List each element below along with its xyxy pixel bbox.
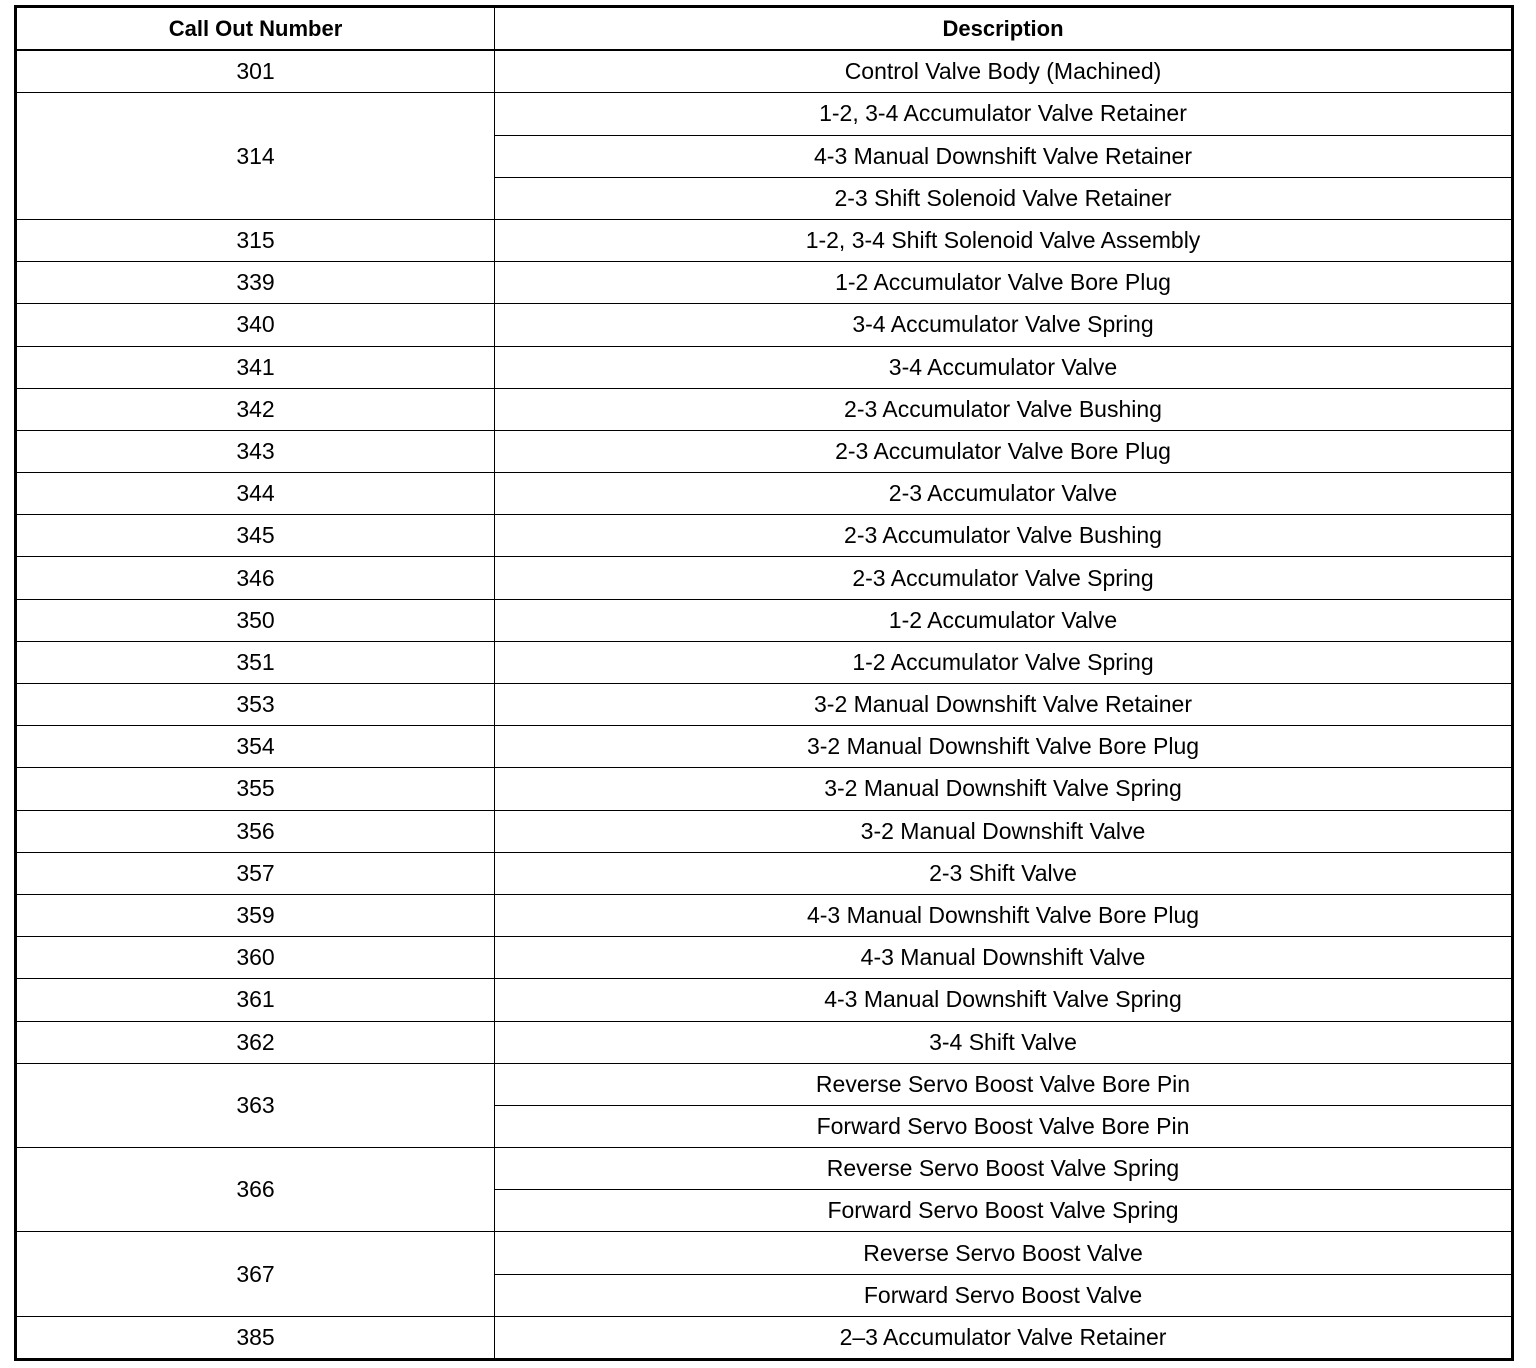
description-cell: 3-4 Accumulator Valve Spring <box>495 304 1513 346</box>
description-cell: 1-2 Accumulator Valve <box>495 599 1513 641</box>
call-out-number-cell: 342 <box>16 388 495 430</box>
call-out-number-cell: 344 <box>16 473 495 515</box>
description-cell: 3-2 Manual Downshift Valve <box>495 810 1513 852</box>
table-row <box>16 50 1513 93</box>
description-cell: 1-2, 3-4 Accumulator Valve Retainer <box>495 93 1513 135</box>
call-out-number-cell: 356 <box>16 810 495 852</box>
description-cell: 1-2 Accumulator Valve Spring <box>495 641 1513 683</box>
table-row <box>16 473 1513 515</box>
call-out-number-cell: 351 <box>16 641 495 683</box>
table-body <box>16 50 1513 1359</box>
table-row <box>16 641 1513 683</box>
description-cell: 2-3 Shift Solenoid Valve Retainer <box>495 177 1513 219</box>
call-out-number-cell: 343 <box>16 430 495 472</box>
call-out-number-cell: 301 <box>16 50 495 93</box>
call-out-number-cell: 361 <box>16 979 495 1021</box>
description-cell: Forward Servo Boost Valve Spring <box>495 1190 1513 1232</box>
table-row <box>16 1063 1513 1105</box>
table-row <box>16 852 1513 894</box>
header-row <box>16 7 1513 51</box>
description-cell: 2-3 Accumulator Valve Spring <box>495 557 1513 599</box>
table-row <box>16 219 1513 261</box>
description-cell: 2-3 Accumulator Valve Bushing <box>495 388 1513 430</box>
description-cell: Reverse Servo Boost Valve <box>495 1232 1513 1274</box>
description-cell: 4-3 Manual Downshift Valve Bore Plug <box>495 894 1513 936</box>
table-row <box>16 1316 1513 1359</box>
call-out-number-cell: 366 <box>16 1148 495 1232</box>
description-cell: Forward Servo Boost Valve <box>495 1274 1513 1316</box>
description-cell: 3-4 Accumulator Valve <box>495 346 1513 388</box>
table-row <box>16 810 1513 852</box>
table-row <box>16 1232 1513 1274</box>
description-cell: 4-3 Manual Downshift Valve <box>495 937 1513 979</box>
call-out-number-cell: 385 <box>16 1316 495 1359</box>
description-cell: 2–3 Accumulator Valve Retainer <box>495 1316 1513 1359</box>
table-row <box>16 937 1513 979</box>
description-cell: 3-2 Manual Downshift Valve Spring <box>495 768 1513 810</box>
call-out-number-cell: 354 <box>16 726 495 768</box>
callout-table <box>14 5 1514 1361</box>
call-out-number-cell: 359 <box>16 894 495 936</box>
table-row <box>16 1021 1513 1063</box>
table-row <box>16 979 1513 1021</box>
description-cell: 1-2 Accumulator Valve Bore Plug <box>495 262 1513 304</box>
description-cell: 2-3 Accumulator Valve Bushing <box>495 515 1513 557</box>
table-row <box>16 262 1513 304</box>
table-row <box>16 557 1513 599</box>
table-row <box>16 726 1513 768</box>
description-cell: Reverse Servo Boost Valve Spring <box>495 1148 1513 1190</box>
table-row <box>16 894 1513 936</box>
table-row <box>16 684 1513 726</box>
table-header <box>16 7 1513 51</box>
call-out-number-cell: 360 <box>16 937 495 979</box>
description-cell: 2-3 Accumulator Valve Bore Plug <box>495 430 1513 472</box>
call-out-number-cell: 340 <box>16 304 495 346</box>
table-row <box>16 515 1513 557</box>
table-row <box>16 1148 1513 1190</box>
description-cell: 3-2 Manual Downshift Valve Retainer <box>495 684 1513 726</box>
call-out-number-cell: 346 <box>16 557 495 599</box>
call-out-number-cell: 367 <box>16 1232 495 1316</box>
header-call-out-number: Call Out Number <box>16 7 495 51</box>
call-out-number-cell: 315 <box>16 219 495 261</box>
description-cell: Reverse Servo Boost Valve Bore Pin <box>495 1063 1513 1105</box>
description-cell: 4-3 Manual Downshift Valve Spring <box>495 979 1513 1021</box>
call-out-number-cell: 353 <box>16 684 495 726</box>
description-cell: 1-2, 3-4 Shift Solenoid Valve Assembly <box>495 219 1513 261</box>
table-row <box>16 346 1513 388</box>
call-out-number-cell: 345 <box>16 515 495 557</box>
description-cell: Forward Servo Boost Valve Bore Pin <box>495 1105 1513 1147</box>
header-description: Description <box>495 7 1513 51</box>
table-row <box>16 430 1513 472</box>
table-row <box>16 768 1513 810</box>
description-cell: 2-3 Accumulator Valve <box>495 473 1513 515</box>
description-cell: Control Valve Body (Machined) <box>495 50 1513 93</box>
description-cell: 2-3 Shift Valve <box>495 852 1513 894</box>
call-out-number-cell: 363 <box>16 1063 495 1147</box>
table-row <box>16 599 1513 641</box>
call-out-number-cell: 339 <box>16 262 495 304</box>
call-out-number-cell: 355 <box>16 768 495 810</box>
call-out-number-cell: 357 <box>16 852 495 894</box>
call-out-number-cell: 362 <box>16 1021 495 1063</box>
call-out-number-cell: 314 <box>16 93 495 220</box>
call-out-number-cell: 341 <box>16 346 495 388</box>
call-out-number-cell: 350 <box>16 599 495 641</box>
description-cell: 3-2 Manual Downshift Valve Bore Plug <box>495 726 1513 768</box>
table-row <box>16 388 1513 430</box>
description-cell: 3-4 Shift Valve <box>495 1021 1513 1063</box>
table-row <box>16 304 1513 346</box>
table-row <box>16 93 1513 135</box>
description-cell: 4-3 Manual Downshift Valve Retainer <box>495 135 1513 177</box>
